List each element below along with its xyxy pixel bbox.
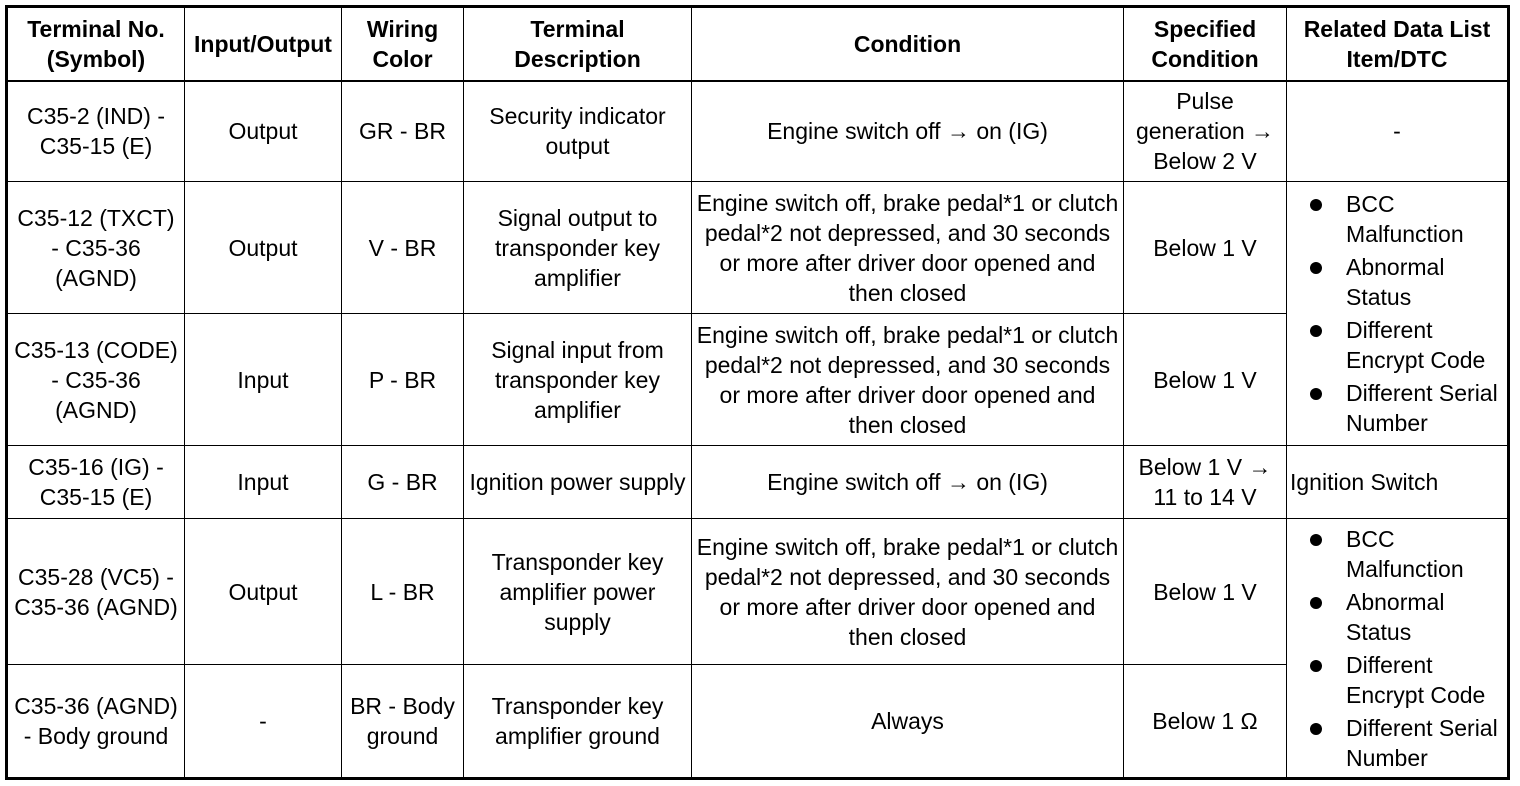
specified-cell: Below 1 V [1124, 314, 1287, 446]
dtc-item: Different Encrypt Code [1310, 650, 1504, 710]
wiring-cell: GR - BR [342, 81, 464, 182]
terminal-cell: C35-12 (TXCT) - C35-36 (AGND) [7, 182, 185, 314]
table-row [7, 519, 1509, 665]
table-row [7, 446, 1509, 519]
condition-cell: Engine switch off, brake pedal*1 or clutch pedal*2 not depressed, and 30 seconds or more after driver door opened and then closed [692, 519, 1124, 665]
description-cell: Transponder key amplifier ground [464, 665, 692, 779]
description-cell: Signal output to transponder key amplifier [464, 182, 692, 314]
header-wiring-color: Wiring Color [342, 7, 464, 81]
header-terminal: Terminal No. (Symbol) [7, 7, 185, 81]
condition-cell: Always [692, 665, 1124, 779]
related-dtc-cell [1287, 519, 1509, 779]
description-cell: Signal input from transponder key amplifier [464, 314, 692, 446]
wiring-cell: BR - Body ground [342, 665, 464, 779]
condition-cell: Engine switch off, brake pedal*1 or clutch pedal*2 not depressed, and 30 seconds or more after driver door opened and then closed [692, 182, 1124, 314]
header-specified-condition: Specified Condition [1124, 7, 1287, 81]
table-row [7, 314, 1509, 446]
dtc-item: Different Serial Number [1310, 713, 1504, 773]
header-terminal-description: Terminal Description [464, 7, 692, 81]
wiring-cell: P - BR [342, 314, 464, 446]
io-cell: Input [185, 314, 342, 446]
condition-cell: Engine switch off, brake pedal*1 or clutch pedal*2 not depressed, and 30 seconds or more after driver door opened and then closed [692, 314, 1124, 446]
io-cell: Output [185, 519, 342, 665]
dtc-list [1290, 524, 1504, 773]
condition-cell: Engine switch off → on (IG) [692, 81, 1124, 182]
terminal-cell: C35-16 (IG) - C35-15 (E) [7, 446, 185, 519]
terminal-spec-table [5, 5, 1510, 780]
description-cell: Security indicator output [464, 81, 692, 182]
related-dtc-cell [1287, 182, 1509, 446]
terminal-cell: C35-36 (AGND) - Body ground [7, 665, 185, 779]
description-cell: Transponder key amplifier power supply [464, 519, 692, 665]
header-condition: Condition [692, 7, 1124, 81]
dtc-list [1290, 189, 1504, 438]
io-cell: Output [185, 182, 342, 314]
header-related-data: Related Data List Item/DTC [1287, 7, 1509, 81]
dtc-item: BCC Malfunction [1310, 189, 1504, 249]
io-cell: Output [185, 81, 342, 182]
dtc-item: Abnormal Status [1310, 587, 1504, 647]
table-row [7, 81, 1509, 182]
header-input-output: Input/Output [185, 7, 342, 81]
io-cell: - [185, 665, 342, 779]
terminal-cell: C35-13 (CODE) - C35-36 (AGND) [7, 314, 185, 446]
dtc-item: Abnormal Status [1310, 252, 1504, 312]
wiring-cell: V - BR [342, 182, 464, 314]
terminal-cell: C35-2 (IND) - C35-15 (E) [7, 81, 185, 182]
description-cell: Ignition power supply [464, 446, 692, 519]
specified-cell: Pulse generation → Below 2 V [1124, 81, 1287, 182]
wiring-cell: L - BR [342, 519, 464, 665]
specified-cell: Below 1 Ω [1124, 665, 1287, 779]
wiring-cell: G - BR [342, 446, 464, 519]
specified-cell: Below 1 V [1124, 182, 1287, 314]
related-cell: - [1287, 81, 1509, 182]
specified-cell: Below 1 V → 11 to 14 V [1124, 446, 1287, 519]
dtc-item: Different Serial Number [1310, 378, 1504, 438]
dtc-item: BCC Malfunction [1310, 524, 1504, 584]
condition-cell: Engine switch off → on (IG) [692, 446, 1124, 519]
table-row [7, 665, 1509, 779]
header-row [7, 7, 1509, 81]
table-row [7, 182, 1509, 314]
terminal-cell: C35-28 (VC5) - C35-36 (AGND) [7, 519, 185, 665]
io-cell: Input [185, 446, 342, 519]
dtc-item: Different Encrypt Code [1310, 315, 1504, 375]
specified-cell: Below 1 V [1124, 519, 1287, 665]
related-cell: Ignition Switch [1287, 446, 1509, 519]
